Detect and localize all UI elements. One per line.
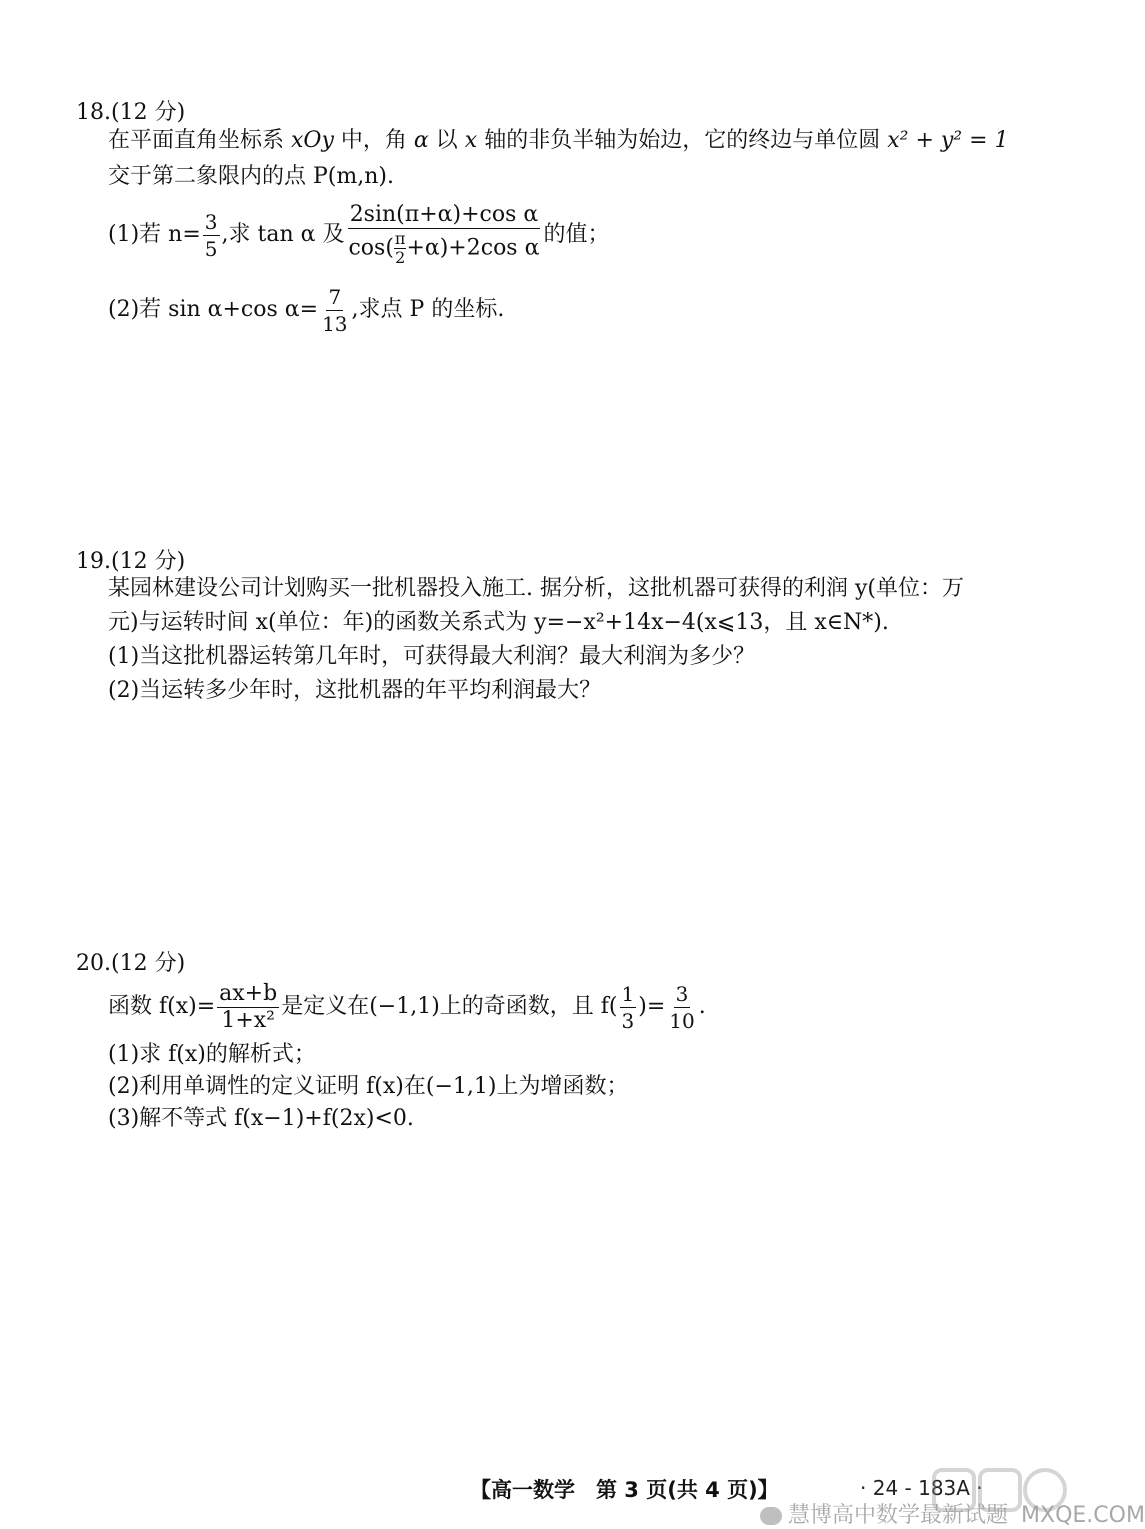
q20-part3: (3)解不等式 f(x−1)+f(2x)<0. [108,1106,414,1131]
q20-part2: (2)利用单调性的定义证明 f(x)在(−1,1)上为增函数； [108,1074,629,1099]
watermark-site: MXQE.COM [1021,1503,1145,1528]
q19-line2: 元)与运转时间 x(单位：年)的函数关系式为 y=−x²+14x−4(x⩽13，且 x∈N*). [108,610,889,635]
q20-value-fraction: $\frac{3}{10}$ [669,981,695,1033]
footer-page-code: · 24 - 183A · [860,1476,983,1500]
q20-line1: 函数 f(x)= $\frac{ax+b}{\text{1+x²}}$ 是定义在(−1,1)上的奇函数，且 f( $\frac{1}{3}$ )= $\frac{3}{10}$ . [108,980,706,1033]
watermark-text: 慧博高中数学最新试题 [788,1503,1009,1528]
q20-function-fraction: $\frac{ax+b}{\text{1+x²}}$ [219,980,278,1033]
watermark [760,1498,1145,1529]
q19-line1: 某园林建设公司计划购买一批机器投入施工. 据分析，这批机器可获得的利润 y(单位：万 [108,576,964,601]
q18-n-fraction: $\frac{3}{5}$ [204,209,218,261]
q18-line2: 交于第二象限内的点 P(m,n). [108,164,394,189]
q20-part1: (1)求 f(x)的解析式； [108,1042,316,1067]
q18-sum-fraction: $\frac{7}{13}$ [322,284,348,336]
q19-part1: (1)当这批机器运转第几年时，可获得最大利润？最大利润为多少？ [108,644,756,669]
footer-page-label: 【高一数学 第 3 页(共 4 页)】 [470,1478,779,1502]
q18-part2: (2)若 sin α+cos α= $\frac{7}{13}$ ,求点 P 的坐标. [108,284,505,336]
q18-expression-fraction: 2sin(π+α)+cos α cos( $\frac{\pi}{2}$ +α)+2cos α [348,202,540,267]
q18-part1: (1)若 n= $\frac{3}{5}$ ,求 tan α 及 2sin(π+α)+cos α cos( $\frac{\pi}{2}$ +α)+2cos α 的值； [108,202,610,267]
q18-line1: 在平面直角坐标系 xOy 中，角 α 以 x 轴的非负半轴为始边，它的终边与单位圆 x² + y² = 1 [108,128,1009,153]
q20-number: 20.(12 分) [76,951,186,976]
q20-argument-fraction: $\frac{1}{3}$ [621,981,635,1033]
wechat-icon [760,1507,782,1525]
q19-part2: (2)当运转多少年时，这批机器的年平均利润最大？ [108,678,602,703]
q18-number: 18.(12 分) [76,100,186,125]
q19-number: 19.(12 分) [76,549,186,574]
